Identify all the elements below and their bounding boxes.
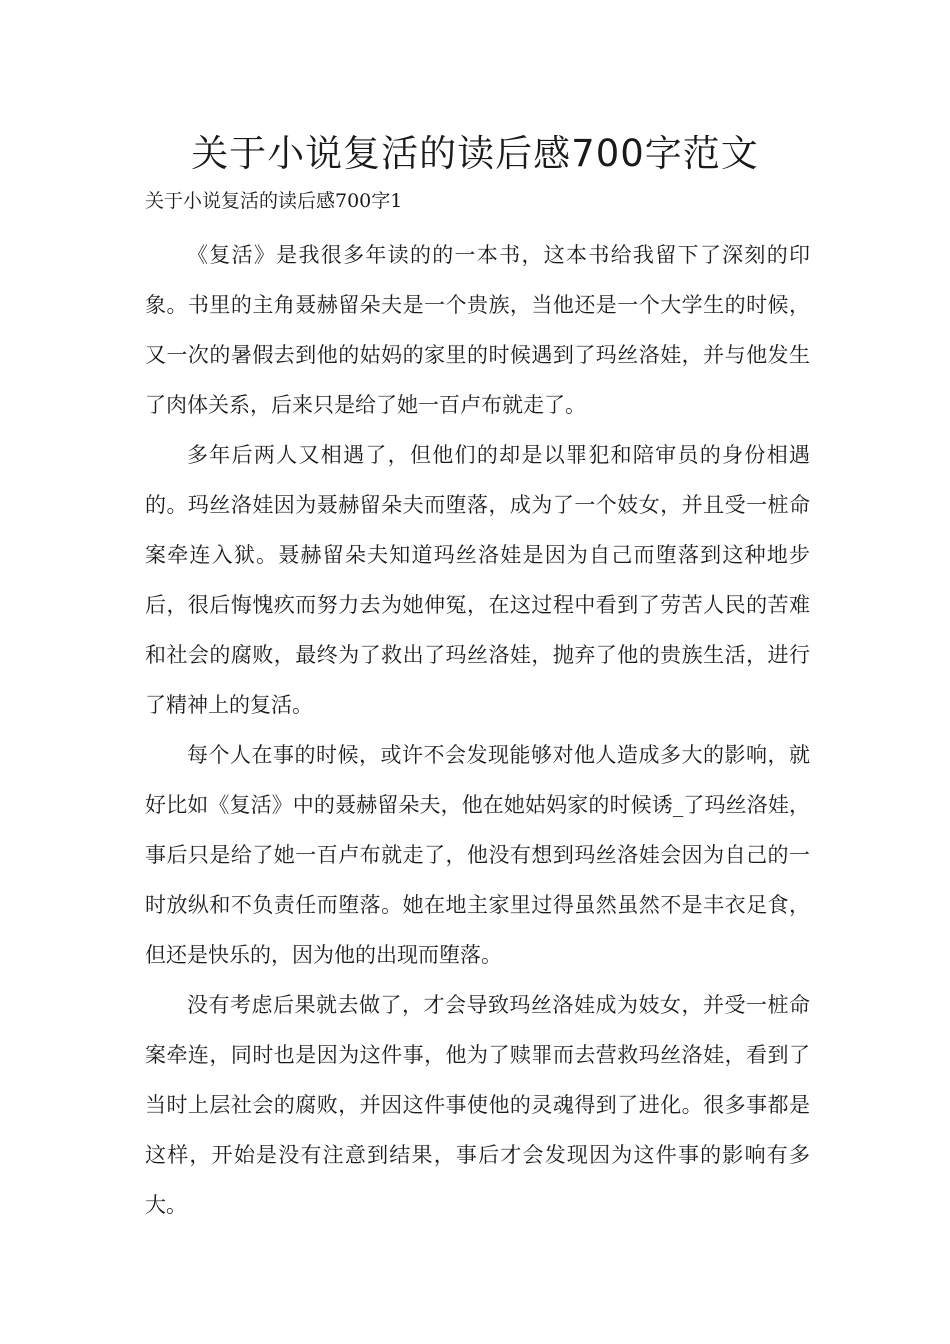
paragraph-3: 每个人在事的时候，或许不会发现能够对他人造成多大的影响，就好比如《复活》中的聂赫留朵夫，他在她姑妈家的时候诱_了玛丝洛娃，事后只是给了她一百卢布就走了，他没有想到玛丝洛娃会因为自己的一时放纵和不负责任而堕落。她在地主家里过得虽然虽然不是丰衣足食，但还是快乐的，因为他的出现而堕落。 bbox=[145, 743, 810, 967]
section-heading: 关于小说复活的读后感700字1 bbox=[145, 190, 403, 212]
paragraph-1: 《复活》是我很多年读的的一本书，这本书给我留下了深刻的印象。书里的主角聂赫留朵夫是一个贵族，当他还是一个大学生的时候，又一次的暑假去到他的姑妈的家里的时候遇到了玛丝洛娃，并与他发生了肉体关系，后来只是给了她一百卢布就走了。 bbox=[145, 243, 810, 417]
paragraph-2: 多年后两人又相遇了，但他们的却是以罪犯和陪审员的身份相遇的。玛丝洛娃因为聂赫留朵夫而堕落，成为了一个妓女，并且受一桩命案牵连入狱。聂赫留朵夫知道玛丝洛娃是因为自己而堕落到这种地步后，很后悔愧疚而努力去为她伸冤，在这过程中看到了劳苦人民的苦难和社会的腐败，最终为了救出了玛丝洛娃，抛弃了他的贵族生活，进行了精神上的复活。 bbox=[145, 443, 810, 717]
document-body bbox=[145, 230, 810, 1230]
paragraph-4: 没有考虑后果就去做了，才会导致玛丝洛娃成为妓女，并受一桩命案牵连，同时也是因为这件事，他为了赎罪而去营救玛丝洛娃，看到了当时上层社会的腐败，并因这件事使他的灵魂得到了进化。很多事都是这样，开始是没有注意到结果，事后才会发现因为这件事的影响有多大。 bbox=[145, 993, 810, 1217]
document-title: 关于小说复活的读后感700字范文 bbox=[191, 132, 759, 175]
